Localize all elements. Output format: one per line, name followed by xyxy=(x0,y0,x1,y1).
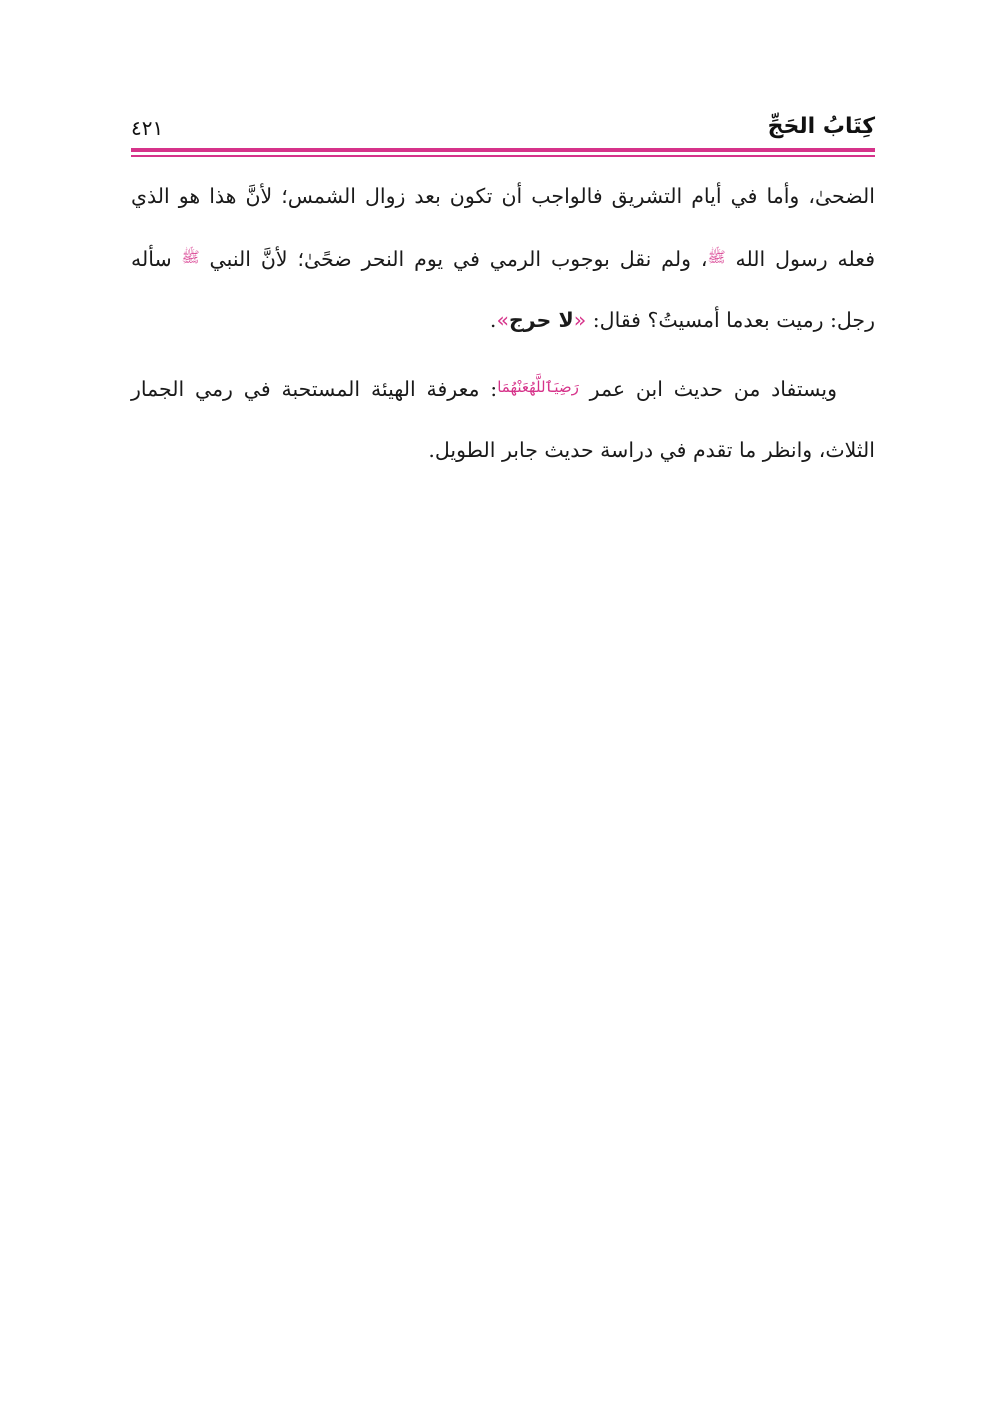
text-segment: . xyxy=(489,308,497,332)
page-number: ٤٢١ xyxy=(131,116,164,140)
header-rule-thick xyxy=(131,148,875,152)
text-segment: الضحىٰ، وأما في أيام التشريق فالواجب أن تكون بعد زوال الشمس؛ لأنَّ هذا هو الذي فعله رسول الله xyxy=(131,184,875,271)
quote-close-mark: » xyxy=(496,308,509,332)
quoted-saying: لا حرج xyxy=(509,308,574,332)
paragraph-2 xyxy=(131,357,875,481)
text-segment: سأله رجل: رميت بعدما أمسيتُ؟ فقال: xyxy=(131,247,875,332)
text-segment: ، ولم نقل بوجوب الرمي في يوم النحر ضحًىٰ؛ لأنَّ النبي xyxy=(199,247,708,271)
header-rule-thin xyxy=(131,155,875,157)
text-segment: ويستفاد من حديث ابن عمر xyxy=(578,377,837,401)
body-text xyxy=(131,166,875,481)
book-title: كِتَابُ الحَجِّ xyxy=(767,114,875,139)
quote-open-mark: « xyxy=(573,308,587,332)
honorific-salutation: ﷺ xyxy=(181,248,200,266)
honorific-radiyallah: رَضِيَٱللَّهُعَنْهُمَا xyxy=(497,378,579,396)
text-segment: : معرفة الهيئة المستحبة في رمي الجمار الثلاث، وانظر ما تقدم في دراسة حديث جابر الطويل. xyxy=(131,377,875,462)
paragraph-1 xyxy=(131,166,875,351)
honorific-salutation: ﷺ xyxy=(707,248,726,266)
page-header xyxy=(131,112,875,146)
